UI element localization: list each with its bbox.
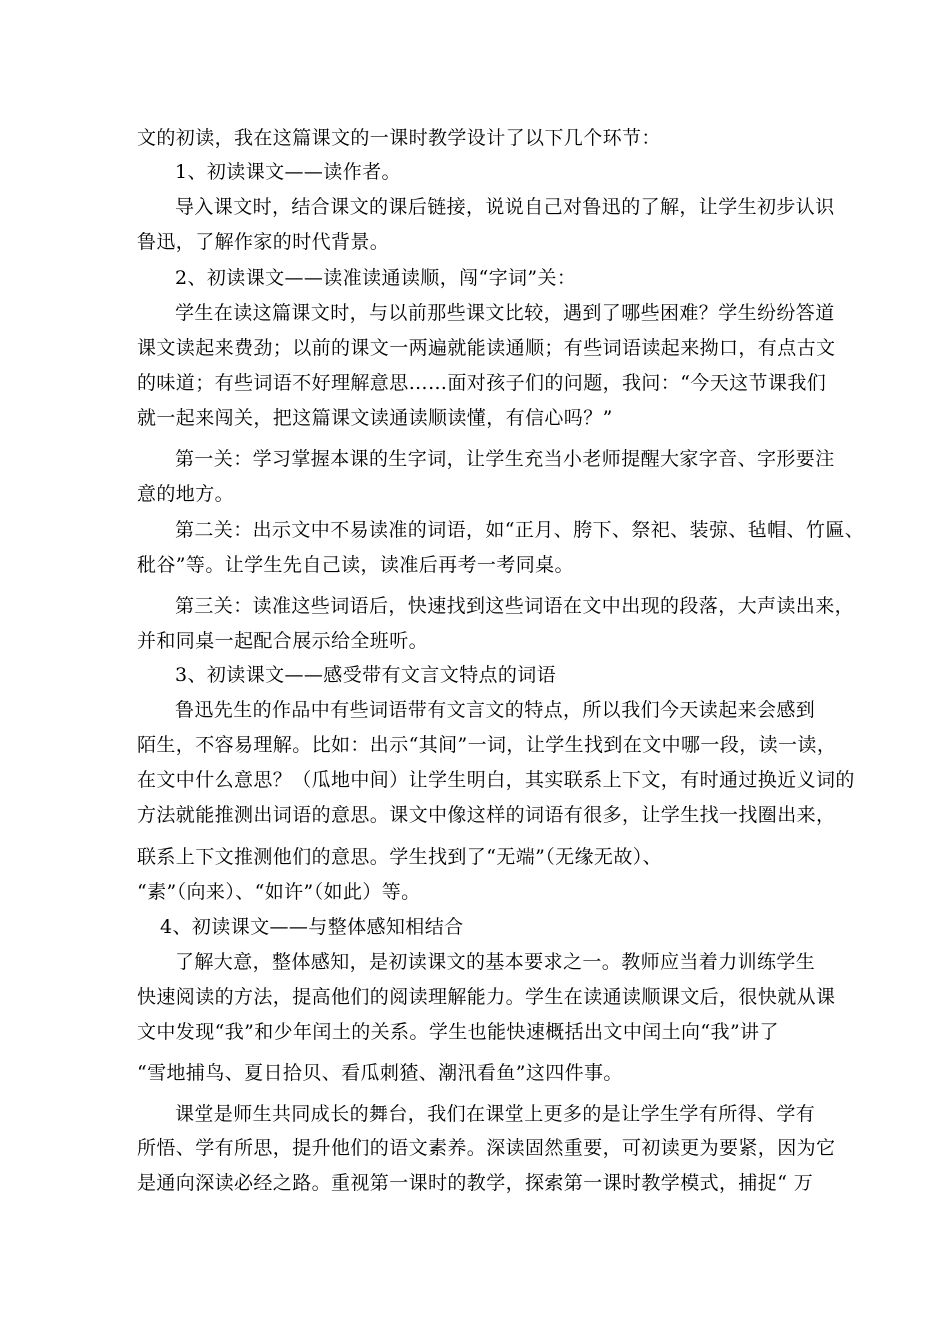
text-line: “素”（向来）、“如许”（如此）等。 [137,881,421,903]
text-line: 文的初读，我在这篇课文的一课时教学设计了以下几个环节： [137,127,661,149]
text-line: 3、初读课文——感受带有文言文特点的词语 [175,664,557,686]
text-line: 方法就能推测出词语的意思。课文中像这样的词语有很多，让学生找一找圈出来， [137,804,836,826]
text-line: 并和同桌一起配合展示给全班听。 [137,630,429,652]
text-line: 的味道；有些词语不好理解意思……面对孩子们的问题，我问：“今天这节课我们 [137,372,827,394]
text-line: 文中发现“我”和少年闰土的关系。学生也能快速概括出文中闰土向“我”讲了 [137,1021,779,1043]
text-line: “雪地捕鸟、夏日拾贝、看瓜刺猹、潮汛看鱼”这四件事。 [137,1062,623,1084]
text-line: 第三关：读准这些词语后，快速找到这些词语在文中出现的段落，大声读出来， [175,595,855,617]
text-line: 秕谷”等。让学生先自己读，读准后再考一考同桌。 [137,554,574,576]
text-line: 第二关：出示文中不易读准的词语，如“正月、胯下、祭祀、装弶、毡帽、竹匾、 [175,519,865,541]
text-line: 4、初读课文——与整体感知相结合 [160,916,464,938]
text-line: 所悟、学有所思，提升他们的语文素养。深读固然重要，可初读更为要紧，因为它 [137,1137,836,1159]
text-line: 课文读起来费劲；以前的课文一两遍就能读通顺；有些词语读起来拗口，有点古文 [137,337,836,359]
text-line: 导入课文时，结合课文的课后链接，说说自己对鲁迅的了解，让学生初步认识 [175,196,835,218]
text-line: 学生在读这篇课文时，与以前那些课文比较，遇到了哪些困难？学生纷纷答道 [175,302,835,324]
text-line: 课堂是师生共同成长的舞台，我们在课堂上更多的是让学生学有所得、学有 [175,1103,816,1125]
text-line: 在文中什么意思？（瓜地中间）让学生明白，其实联系上下文，有时通过换近义词的 [137,769,855,791]
text-line: 快速阅读的方法，提高他们的阅读理解能力。学生在读通读顺课文后，很快就从课 [137,986,836,1008]
text-line: 鲁迅，了解作家的时代背景。 [137,231,390,253]
text-line: 了解大意，整体感知，是初读课文的基本要求之一。教师应当着力训练学生 [175,951,816,973]
text-line: 第一关：学习掌握本课的生字词，让学生充当小老师提醒大家字音、字形要注 [175,448,835,470]
text-line: 就一起来闯关，把这篇课文读通读顺读懂，有信心吗？” [137,407,613,429]
text-line: 鲁迅先生的作品中有些词语带有文言文的特点，所以我们今天读起来会感到 [175,699,816,721]
text-line: 联系上下文推测他们的意思。学生找到了“无端”（无缘无故）、 [137,846,663,868]
text-line: 是通向深读必经之路。重视第一课时的教学，探索第一课时教学模式，捕捉“ 万 [137,1172,814,1194]
text-line: 1、初读课文——读作者。 [175,161,401,183]
text-line: 意的地方。 [137,483,235,505]
text-line: 2、初读课文——读准读通读顺，闯“字词”关： [175,267,577,289]
text-line: 陌生，不容易理解。比如：出示“其间”一词，让学生找到在文中哪一段，读一读， [137,734,837,756]
